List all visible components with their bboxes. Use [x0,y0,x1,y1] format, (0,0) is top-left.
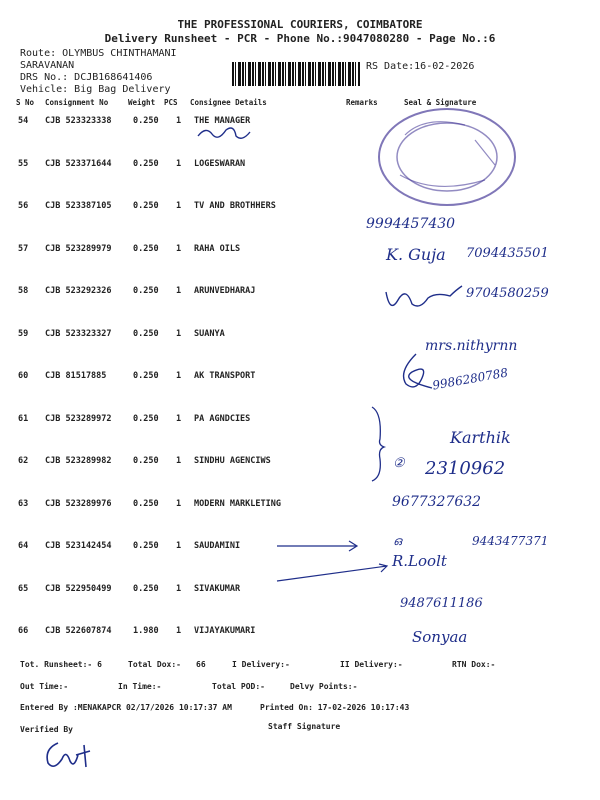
hw-phone-6: 9443477371 [472,534,549,548]
row-consignee: SIVAKUMAR [194,583,241,594]
row-consignee: PA AGNDCIES [194,413,251,424]
hw-signature-4: R.Loolt [392,552,447,570]
row-consignee: LOGESWARAN [194,158,246,169]
row-sno: 58 [18,286,29,296]
row-pcs: 1 [176,158,182,169]
row-consignment: CJB 523289982 [45,456,112,466]
hw-phone-5: 9677327632 [392,494,482,510]
in-time: In Time:- [118,682,162,691]
row-consignee: SUANYA [194,328,225,339]
i-delivery: I Delivery:- [232,660,290,669]
row-sno: 60 [18,371,29,381]
row-consignment: CJB 523323327 [45,328,112,339]
row-weight: 0.250 [133,328,159,339]
hw-phone-1: 9994457430 [366,216,456,232]
col-seal-signature: Seal & Signature [404,98,477,107]
row-pcs: 1 [176,286,182,296]
row-weight: 0.250 [133,583,159,594]
row-consignment: CJB 523292326 [45,286,112,296]
drs-number: DRS No.: DCJB168641406 [20,72,153,83]
row-consignment: CJB 523289976 [45,498,112,509]
row-consignee: AK TRANSPORT [194,371,256,381]
row-consignment: CJB 522607874 [45,626,112,636]
col-remarks: Remarks [346,98,378,107]
tot-runsheet: Tot. Runsheet:- 6 [20,660,102,669]
row-weight: 0.250 [133,243,159,254]
row-sno: 61 [18,413,29,424]
row-weight: 0.250 [133,413,159,424]
hw-circle-number: ② [393,456,405,471]
table-row [0,610,600,652]
col-sno: S No [16,98,35,107]
hw-phone-7: 9487611186 [400,596,483,611]
row-pcs: 1 [176,626,182,636]
row-consignee: ARUNVEDHARAJ [194,286,256,296]
row-pcs: 1 [176,201,182,211]
out-time: Out Time:- [20,682,69,691]
row-sno: 62 [18,456,29,466]
staff-name: SARAVANAN [20,60,75,71]
row-consignment: CJB 523371644 [45,158,112,169]
signature-scribble [188,118,258,148]
hw-signature-3: Karthik [450,428,511,447]
row-pcs: 1 [176,328,182,339]
row-sno: 63 [18,498,29,509]
entered-by: Entered By :MENAKAPCR 02/17/2026 10:17:37 AM [20,703,232,712]
row-weight: 0.250 [133,116,159,126]
verifier-signature [40,735,110,775]
row-consignee: THE MANAGER [194,116,251,126]
row-consignment: CJB 81517885 [45,371,107,381]
table-row [0,483,600,525]
courier-stamp [365,95,525,215]
company-title: THE PROFESSIONAL COURIERS, COIMBATORE [177,18,423,31]
row-sno: 55 [18,158,29,169]
row-consignee: VIJAYAKUMARI [194,626,256,636]
row-pcs: 1 [176,583,182,594]
vehicle-label: Vehicle: Big Bag Delivery [20,84,171,95]
row-sno: 57 [18,243,29,254]
row-pcs: 1 [176,456,182,466]
rs-date: RS Date:16-02-2026 [366,61,475,72]
row-consignment: CJB 523289979 [45,243,112,254]
hw-mark: ഒ [393,534,402,548]
row-sno: 59 [18,328,29,339]
row-weight: 0.250 [133,371,159,381]
hw-number-1: 2310962 [425,458,506,479]
bracket-mark [368,403,388,483]
row-weight: 0.250 [133,456,159,466]
row-weight: 0.250 [133,286,159,296]
col-pcs: PCS [164,98,178,107]
row-consignee: TV AND BROTHHERS [194,201,276,211]
row-sno: 64 [18,541,29,551]
hw-phone-3: 9704580259 [466,286,549,301]
row-sno: 56 [18,201,29,211]
row-pcs: 1 [176,541,182,551]
verified-by: Verified By [20,725,73,734]
row-sno: 54 [18,116,29,126]
ii-delivery: II Delivery:- [340,660,403,669]
total-pod: Total POD:- [212,682,265,691]
printed-on: Printed On: 17-02-2026 10:17:43 [260,703,410,712]
row-consignee: SAUDAMINI [194,541,241,551]
row-sno: 66 [18,626,29,636]
row-consignee: SINDHU AGENCIWS [194,456,271,466]
row-consignment: CJB 523387105 [45,201,112,211]
row-weight: 0.250 [133,541,159,551]
signature-scribble-2 [376,280,466,320]
row-pcs: 1 [176,243,182,254]
row-consignee: MODERN MARKLETING [194,498,281,509]
total-dox-value: 66 [196,660,206,669]
row-consignment: CJB 523142454 [45,541,112,551]
hw-phone-4: 9986280788 [431,365,509,393]
row-consignee: RAHA OILS [194,243,241,254]
row-consignment: CJB 522950499 [45,583,112,594]
col-consignee: Consignee Details [190,98,267,107]
row-sno: 65 [18,583,29,594]
row-pcs: 1 [176,498,182,509]
hw-signature-1: K. Guja [386,245,446,264]
row-weight: 0.250 [133,158,159,169]
staff-signature: Staff Signature [268,722,341,731]
col-consignment: Consignment No [45,98,109,107]
delvy-points: Delvy Points:- [290,682,358,691]
col-weight: Weight [128,98,156,107]
arrow-marks [275,538,395,583]
row-consignment: CJB 523323338 [45,116,112,126]
total-dox-label: Total Dox:- [128,660,181,669]
row-consignment: CJB 523289972 [45,413,112,424]
row-weight: 0.250 [133,498,159,509]
row-weight: 0.250 [133,201,159,211]
route-label: Route: OLYMBUS CHINTHAMANI [20,48,177,59]
row-pcs: 1 [176,413,182,424]
row-weight: 1.980 [133,626,159,636]
rtn-dox: RTN Dox:- [452,660,496,669]
runsheet-subtitle: Delivery Runsheet - PCR - Phone No.:9047080280 - Page No.:6 [104,32,496,45]
row-pcs: 1 [176,116,182,126]
hw-signature-2: mrs.nithyrnn [425,338,518,354]
hw-signature-5: Sonyaa [412,628,468,646]
barcode-image [232,62,360,86]
table-row [0,355,600,397]
hw-phone-2: 7094435501 [466,246,549,261]
row-pcs: 1 [176,371,182,381]
